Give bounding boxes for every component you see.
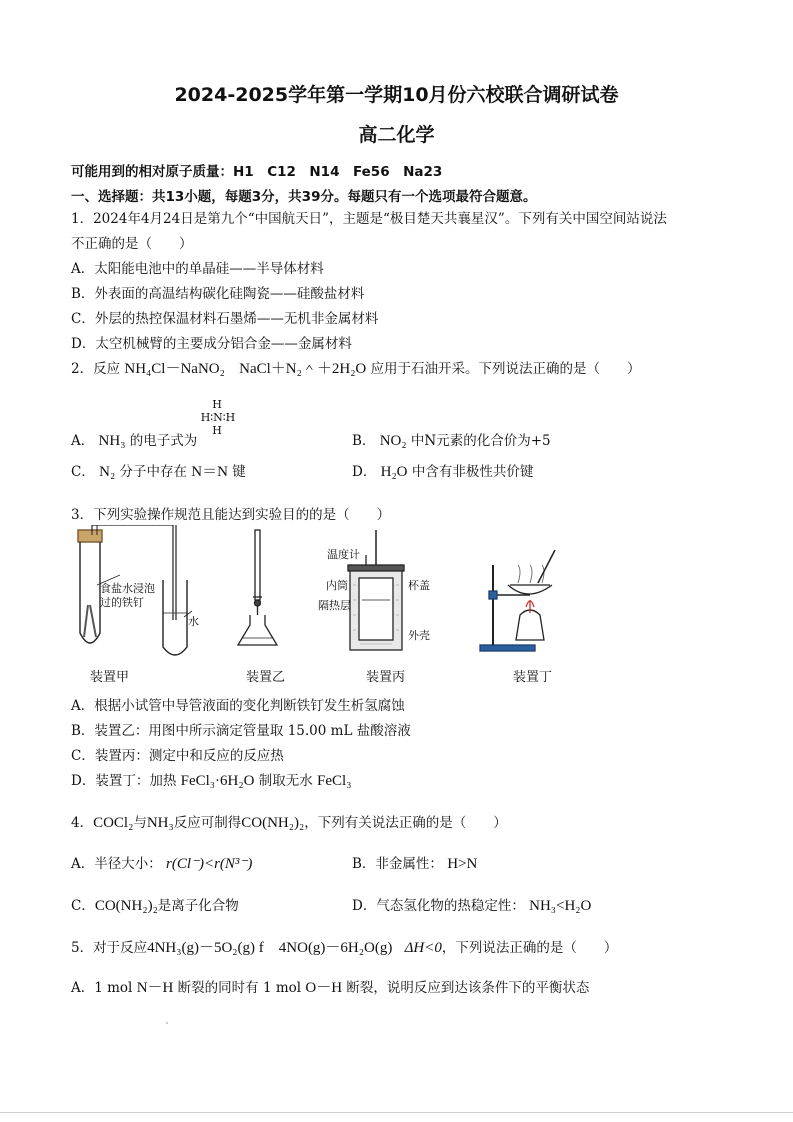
q2-stem (71, 360, 641, 378)
q5-option-a-mid: 断裂的同时有 1 mol (177, 980, 302, 996)
ding-dish (508, 585, 552, 594)
q4-mid2: 反应可制得 (173, 815, 242, 831)
q2-option-d-label: D． (352, 464, 377, 480)
caption-jia: 装置甲 (90, 670, 130, 685)
q5-option-a-bond2: O－H (305, 980, 343, 996)
q5-equation: 4NH₃(g)－5O₂(g) f 4NO(g)－6H₂O(g) (147, 940, 393, 956)
label-water: 水 (188, 615, 199, 628)
q1-stem-line1: 1．2024年4月24日是第九个“中国航天日”，主题是“极目楚天共襄星汉”。下列有关中国空间站说法 (71, 211, 667, 227)
q4-formula-urea: CO(NH₂)₂ (241, 815, 305, 831)
q3-option-d-pre: D．装置丁：加热 (71, 773, 177, 789)
q2-option-a-label: A． (71, 433, 95, 449)
section-heading: 一、选择题：共13小题，每题3分，共39分。每题只有一个选项最符合题意。 (71, 189, 537, 205)
q4-option-c-text: 是离子化合物 (157, 898, 239, 914)
q4-option-a-pre: A．半径大小： (71, 856, 162, 872)
q2-option-b-formula: NO₂ (379, 433, 407, 449)
q3-option-b: B．装置乙：用图中所示滴定管量取 15.00 mL 盐酸溶液 (71, 723, 411, 739)
yi-flask (238, 615, 277, 645)
apparatus-ding (480, 550, 555, 651)
q5-option-a-bond1: N－H (136, 980, 174, 996)
jia-small-tube (163, 580, 187, 655)
ding-burner (516, 610, 544, 640)
q4-option-b (352, 855, 477, 873)
exam-title: 2024-2025学年第一学期10月份六校联合调研试卷 (174, 84, 619, 106)
q3-option-d-mid: 制取无水 (258, 773, 313, 789)
q4-option-b-pre: B．非金属性： (352, 856, 443, 872)
q1-stem-line2: 不正确的是（ ） (71, 236, 193, 252)
q2-option-a-formula: NH₃ (98, 433, 126, 449)
jia-nail (84, 605, 96, 637)
bing-inner (359, 578, 393, 640)
q4-option-d-pre: D．气态氢化物的热稳定性： (352, 898, 525, 914)
q4-formula-cocl2: COCl₂ (93, 815, 134, 831)
q4-option-a-formula: r(Cl⁻)<r(N³⁻) (166, 856, 253, 872)
q4-option-a (71, 855, 252, 873)
q2-option-c-formula: N₂ (99, 464, 116, 480)
q2-option-b-label: B． (352, 433, 376, 449)
q2-option-c-bond: N＝N (191, 464, 228, 480)
q2-option-d-formula: H₂O (380, 464, 408, 480)
q4-option-c (71, 897, 239, 915)
jia-big-tube (80, 542, 100, 643)
q3-stem: 3．下列实验操作规范且能达到实验目的的是（ ） (71, 507, 391, 523)
q5-option-a-tail: 断裂，说明反应到达该条件下的平衡状态 (346, 980, 590, 996)
q1-option-b: B．外表面的高温结构碳化硅陶瓷——硅酸盐材料 (71, 286, 365, 302)
q2-option-d-text: 中含有非极性共价键 (411, 464, 534, 480)
atomic-masses: 可能用到的相对原子质量：H1 C12 N14 Fe56 Na23 (71, 164, 443, 180)
q4-option-c-pre: C． (71, 898, 95, 914)
q5-option-a (71, 979, 589, 997)
q4-option-d-formula: NH₃<H₂O (529, 898, 592, 914)
ding-base (480, 645, 535, 651)
q3-option-d-formula2: FeCl₃ (317, 773, 352, 789)
caption-yi: 装置乙 (246, 670, 286, 685)
q4-stem (71, 814, 507, 832)
q5-delta-h: ΔH<0 (404, 940, 442, 956)
caption-bing: 装置丙 (366, 670, 406, 685)
label-inner-cylinder: 内筒 (326, 579, 348, 592)
q1-option-c: C．外层的热控保温材料石墨烯——无机非金属材料 (71, 311, 379, 327)
q2-option-c-text: 键 (232, 464, 246, 480)
subject-title: 高二化学 (358, 124, 435, 146)
q5-number: 5．对于反应 (71, 940, 148, 956)
q5-stem (71, 939, 617, 957)
q2-equation-left: NH₄Cl－NaNO₂ (124, 361, 225, 377)
q2-option-c-mid: 分子中存在 (119, 464, 187, 480)
q5-option-a-pre: A．1 mol (71, 980, 133, 996)
q4-tail: ，下列有关说法正确的是（ ） (304, 815, 507, 831)
q2-option-d (352, 463, 533, 481)
q4-formula-nh3: NH₃ (146, 815, 174, 831)
q2-stem-tail: 应用于石油开采。下列说法正确的是（ ） (370, 361, 641, 377)
label-insulation: 隔热层 (318, 599, 351, 612)
q4-option-d (352, 897, 591, 915)
q1-option-a: A．太阳能电池中的单晶硅——半导体材料 (71, 261, 324, 277)
q3-option-d (71, 772, 351, 790)
stray-dot (166, 1022, 168, 1024)
label-salt-nail: 食盐水浸泡 (100, 582, 155, 595)
q2-option-b-text: 中N元素的化合价为+5 (410, 433, 551, 449)
q2-number: 2．反应 (71, 361, 121, 377)
q3-option-c: C．装置丙：测定中和反应的反应热 (71, 748, 284, 764)
lewis-structure (200, 398, 236, 437)
q2-option-a-text: 的电子式为 (129, 433, 198, 449)
q4-option-c-formula: CO(NH₂)₂ (94, 898, 158, 914)
label-shell: 外壳 (408, 629, 430, 642)
q4-mid1: 与 (133, 815, 147, 831)
bing-lid (348, 565, 404, 571)
jia-stopper (78, 530, 102, 542)
lewis-middle: H∶N∶H (200, 411, 236, 424)
q3-option-d-formula1: FeCl₃·6H₂O (180, 773, 255, 789)
q5-tail: ，下列说法正确的是（ ） (441, 940, 618, 956)
q3-option-a: A．根据小试管中导管液面的变化判断铁钉发生析氢腐蚀 (71, 698, 405, 714)
apparatus-yi (238, 530, 277, 645)
label-thermometer: 温度计 (327, 548, 360, 561)
q4-number: 4． (71, 815, 94, 831)
q4-option-b-formula: H>N (447, 856, 478, 872)
lewis-h-bottom: H (212, 424, 222, 437)
yi-burette (255, 530, 260, 600)
q2-option-c (71, 463, 246, 481)
q2-option-c-label: C． (71, 464, 95, 480)
label-lid: 杯盖 (408, 579, 430, 592)
label-salt-nail-2: 过的铁钉 (100, 596, 144, 609)
ding-glass-rod (538, 550, 555, 583)
q1-option-d: D．太空机械臂的主要成分铝合金——金属材料 (71, 336, 352, 352)
q2-equation-right: NaCl＋N₂＾＋2H₂O (239, 361, 367, 377)
q2-option-b (352, 432, 551, 450)
lewis-h-top: H (212, 398, 222, 411)
page-bottom-rule (0, 1112, 793, 1113)
caption-ding: 装置丁 (513, 670, 553, 685)
q2-option-a (71, 432, 197, 450)
